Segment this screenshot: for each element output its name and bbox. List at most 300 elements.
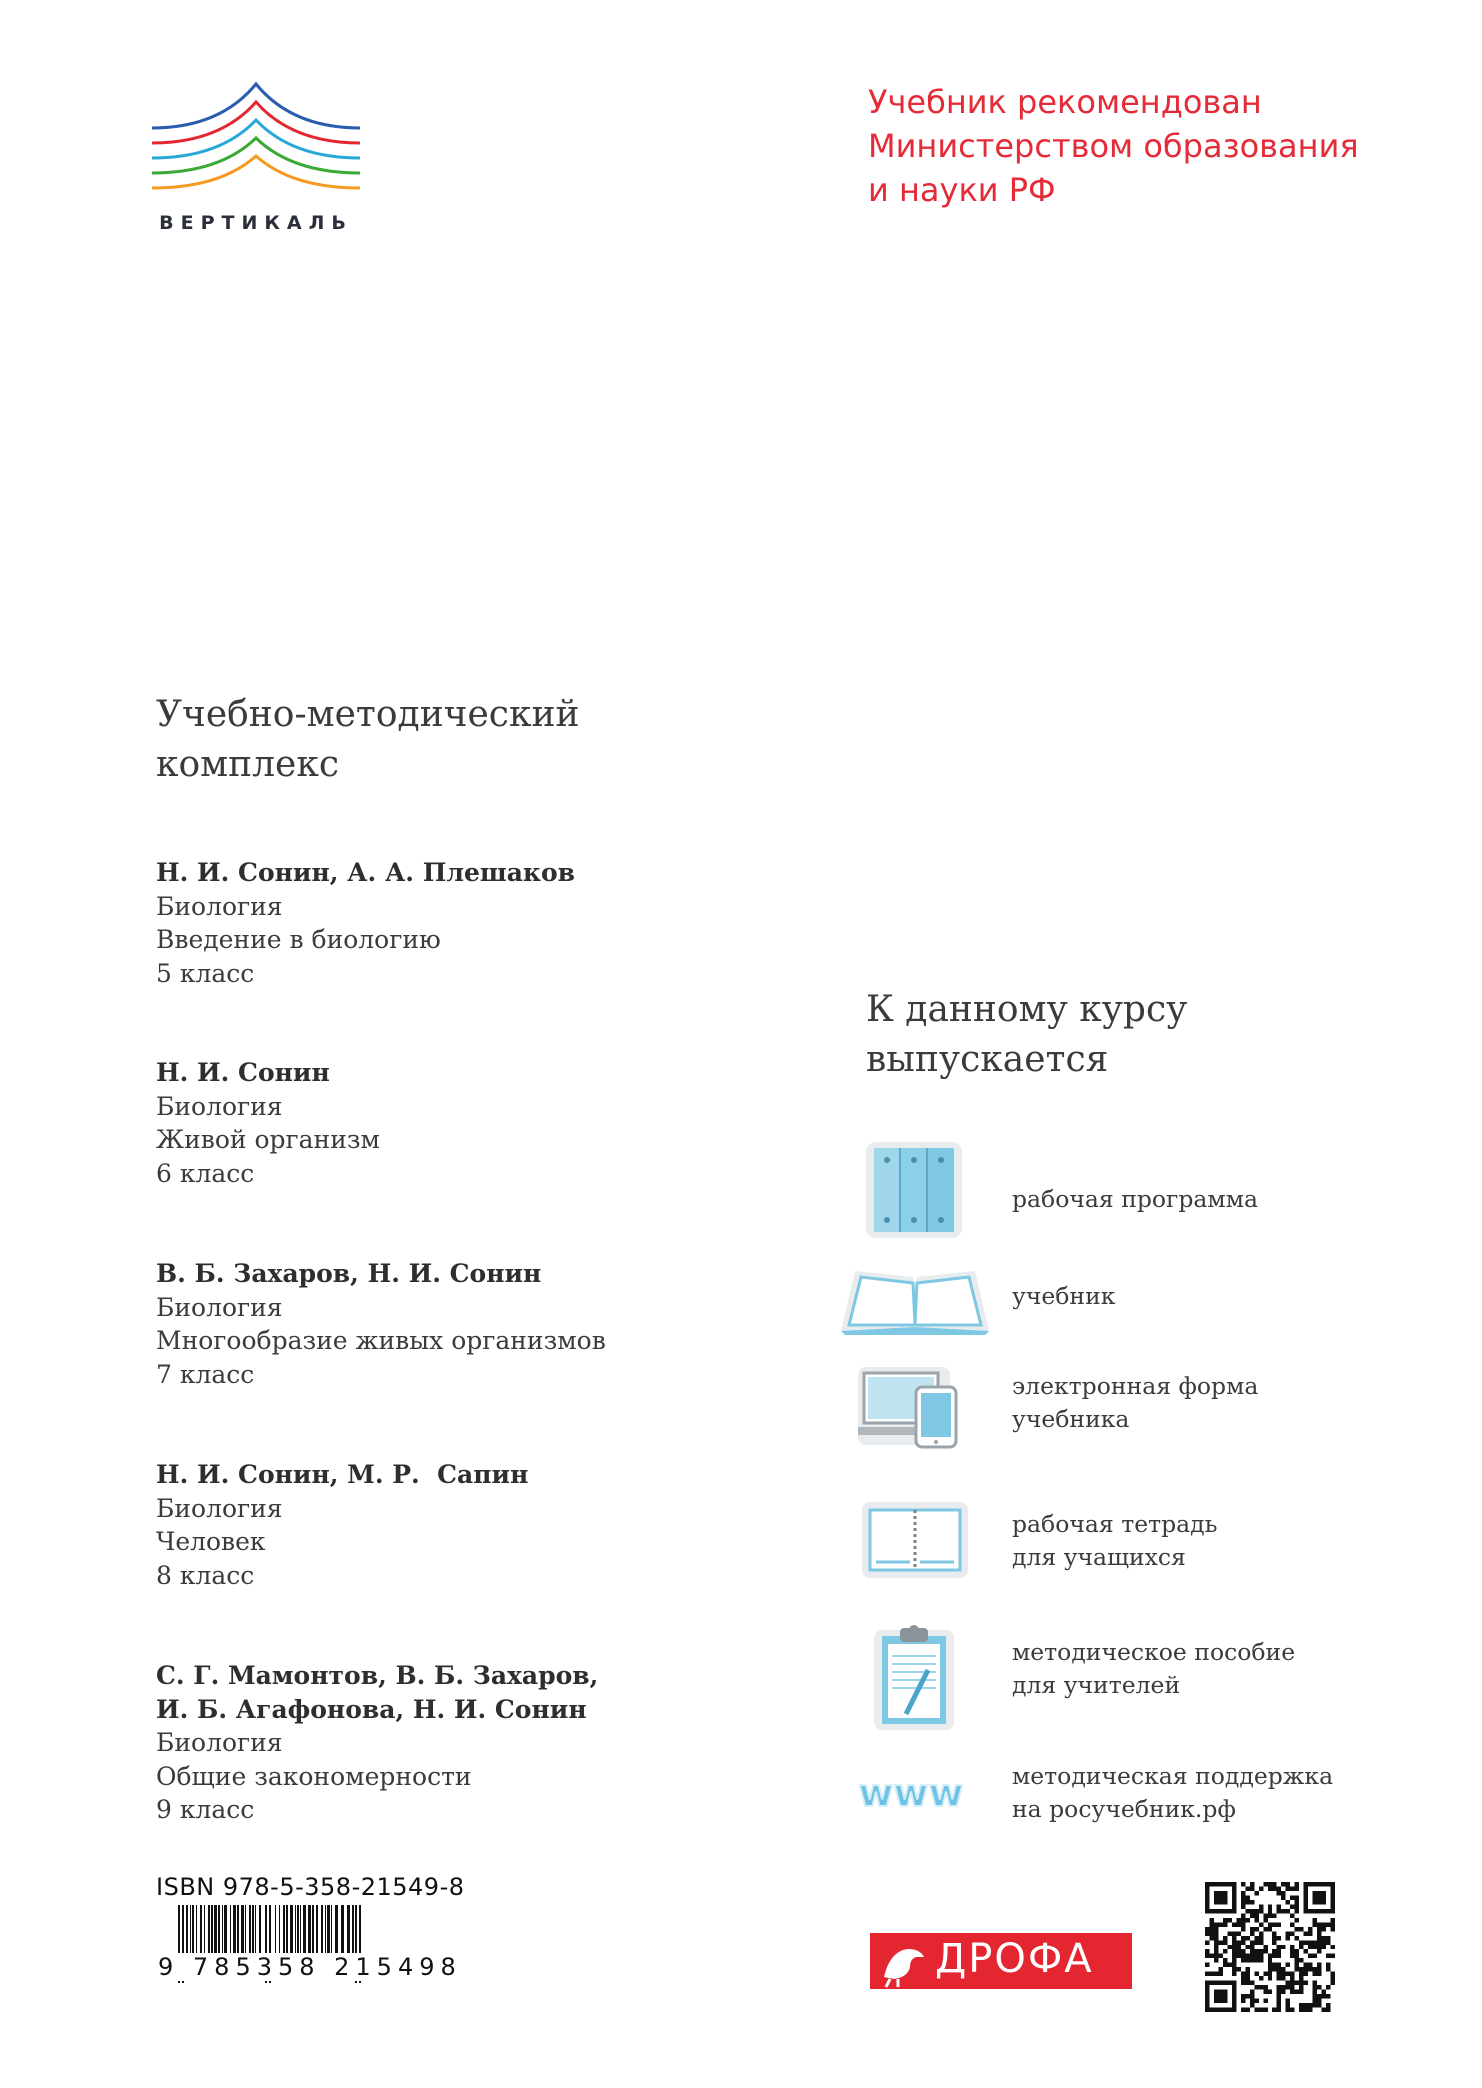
qr-module	[1259, 2008, 1263, 2012]
qr-module	[1304, 1949, 1308, 1953]
qr-module	[1227, 1931, 1231, 1935]
qr-module	[1241, 1895, 1245, 1899]
qr-module	[1326, 1922, 1330, 1926]
qr-module	[1250, 1886, 1254, 1890]
qr-module	[1286, 1981, 1290, 1985]
qr-module	[1241, 1958, 1245, 1962]
qr-module	[1241, 1918, 1245, 1922]
qr-module	[1214, 1954, 1218, 1958]
qr-module	[1272, 1963, 1276, 1967]
qr-module	[1286, 1909, 1290, 1913]
qr-module	[1254, 1954, 1258, 1958]
recommendation-text	[868, 80, 1428, 212]
qr-module	[1254, 1949, 1258, 1953]
qr-module	[1259, 1949, 1263, 1953]
qr-module	[1286, 1999, 1290, 2003]
qr-module	[1281, 1891, 1285, 1895]
qr-module	[1236, 1931, 1240, 1935]
qr-module	[1331, 1954, 1335, 1958]
qr-module	[1290, 1981, 1294, 1985]
qr-module	[1241, 1927, 1245, 1931]
qr-module	[1317, 1994, 1321, 1998]
qr-module	[1277, 1909, 1281, 1913]
qr-module	[1295, 1967, 1299, 1971]
qr-module	[1263, 1918, 1267, 1922]
qr-module	[1326, 2008, 1330, 2012]
qr-module	[1313, 2003, 1317, 2007]
qr-module	[1322, 1936, 1326, 1940]
qr-module	[1232, 1958, 1236, 1962]
qr-module	[1236, 1922, 1240, 1926]
book-entry	[156, 1458, 528, 1592]
qr-module	[1214, 1922, 1218, 1926]
qr-module	[1286, 1931, 1290, 1935]
logo-wordmark: ВЕРТИКАЛЬ	[159, 212, 353, 234]
qr-module	[1214, 1949, 1218, 1953]
qr-module	[1250, 1949, 1254, 1953]
qr-module	[1281, 1895, 1285, 1899]
qr-module	[1241, 1904, 1245, 1908]
book-title: Введение в биологию	[156, 925, 441, 954]
qr-module	[1259, 1909, 1263, 1913]
recommendation-line: и науки РФ	[868, 171, 1056, 209]
qr-module	[1322, 1990, 1326, 1994]
qr-module	[1227, 1963, 1231, 1967]
qr-module	[1290, 1985, 1294, 1989]
qr-module	[1272, 1967, 1276, 1971]
qr-module	[1259, 1958, 1263, 1962]
qr-module	[1308, 1931, 1312, 1935]
book-subject: Биология	[156, 1493, 283, 1523]
qr-module	[1232, 1972, 1236, 1976]
qr-module	[1272, 1922, 1276, 1926]
bird-icon	[870, 1933, 930, 1989]
qr-module	[1313, 1940, 1317, 1944]
qr-module	[1214, 1990, 1227, 2003]
qr-module	[1263, 1990, 1267, 1994]
qr-module	[1317, 1931, 1321, 1935]
qr-module	[1245, 1918, 1249, 1922]
qr-module	[1241, 1900, 1245, 1904]
qr-module	[1250, 1981, 1254, 1985]
isbn-text: ISBN 978-5-358-21549-8	[156, 1873, 465, 1901]
qr-module	[1218, 1922, 1222, 1926]
qr-module	[1277, 2003, 1281, 2007]
qr-module	[1290, 1976, 1294, 1980]
qr-module	[1254, 1927, 1258, 1931]
qr-module	[1326, 1940, 1330, 1944]
qr-module	[1250, 1945, 1254, 1949]
qr-module	[1317, 1936, 1321, 1940]
qr-module	[1277, 1922, 1281, 1926]
qr-module	[1290, 2008, 1294, 2012]
complex-heading	[156, 690, 579, 790]
qr-module	[1205, 1972, 1209, 1976]
qr-module	[1245, 1994, 1249, 1998]
qr-module	[1290, 1931, 1294, 1935]
qr-module	[1205, 1940, 1209, 1944]
qr-module	[1245, 1972, 1249, 1976]
qr-module	[1308, 2008, 1312, 2012]
qr-module	[1317, 1945, 1321, 1949]
qr-module	[1214, 1940, 1218, 1944]
qr-module	[1245, 1981, 1249, 1985]
qr-module	[1263, 1985, 1267, 1989]
qr-module	[1241, 1954, 1245, 1958]
qr-module	[1268, 1963, 1272, 1967]
qr-module	[1245, 1945, 1249, 1949]
qr-module	[1268, 1972, 1272, 1976]
qr-module	[1313, 1994, 1317, 1998]
qr-module	[1263, 1999, 1267, 2003]
qr-module	[1254, 1940, 1258, 1944]
qr-module	[1268, 1976, 1272, 1980]
qr-module	[1277, 1990, 1281, 1994]
qr-module	[1259, 1936, 1263, 1940]
qr-module	[1209, 1954, 1213, 1958]
qr-module	[1304, 1940, 1308, 1944]
qr-module	[1209, 1922, 1213, 1926]
qr-module	[1299, 1958, 1303, 1962]
qr-module	[1304, 1981, 1308, 1985]
qr-module	[1313, 1972, 1317, 1976]
qr-module	[1317, 1940, 1321, 1944]
qr-module	[1272, 1913, 1276, 1917]
qr-module	[1286, 1936, 1290, 1940]
qr-module	[1317, 1972, 1321, 1976]
qr-module	[1322, 1940, 1326, 1944]
qr-module	[1268, 1954, 1272, 1958]
qr-module	[1304, 2008, 1308, 2012]
qr-module	[1209, 1936, 1213, 1940]
qr-module	[1308, 1954, 1312, 1958]
qr-module	[1241, 1994, 1245, 1998]
resource-label-line: рабочая программа	[1012, 1185, 1258, 1213]
qr-module	[1290, 1922, 1294, 1926]
qr-module	[1277, 1972, 1281, 1976]
qr-module	[1268, 1904, 1272, 1908]
qr-module	[1295, 1990, 1299, 1994]
resource-label	[1012, 1760, 1333, 1826]
qr-module	[1268, 1886, 1272, 1890]
qr-module	[1304, 1972, 1308, 1976]
qr-module	[1245, 2008, 1249, 2012]
resource-label-line: на росучебник.рф	[1012, 1795, 1236, 1823]
qr-module	[1272, 1886, 1276, 1890]
qr-module	[1214, 1931, 1218, 1935]
course-heading	[866, 985, 1187, 1085]
binder-icon	[864, 1140, 964, 1240]
resource-label	[1012, 1636, 1295, 1702]
qr-module	[1326, 1967, 1330, 1971]
qr-module	[1250, 1999, 1254, 2003]
qr-module	[1263, 1882, 1267, 1886]
qr-module	[1295, 1927, 1299, 1931]
book-grade: 8 класс	[156, 1560, 255, 1590]
qr-module	[1295, 1936, 1299, 1940]
qr-module	[1277, 2008, 1281, 2012]
qr-module	[1241, 1981, 1245, 1985]
qr-module	[1268, 1990, 1272, 1994]
resource-label	[1012, 1280, 1115, 1313]
qr-module	[1317, 1963, 1321, 1967]
qr-module	[1286, 1882, 1290, 1886]
qr-module	[1245, 1895, 1249, 1899]
qr-module	[1299, 2008, 1303, 2012]
qr-module	[1263, 2008, 1267, 2012]
qr-module	[1299, 2003, 1303, 2007]
qr-module	[1254, 1985, 1258, 1989]
resource-label-line: учебника	[1012, 1405, 1130, 1433]
qr-module	[1223, 1949, 1227, 1953]
qr-module	[1290, 1949, 1294, 1953]
qr-module	[1205, 1927, 1209, 1931]
qr-module	[1214, 1936, 1218, 1940]
book-authors: И. Б. Агафонова, Н. И. Сонин	[156, 1694, 587, 1724]
qr-module	[1232, 1963, 1236, 1967]
course-heading-line: К данному курсу	[866, 989, 1188, 1030]
qr-module	[1277, 1976, 1281, 1980]
recommendation-line: Министерством образования	[868, 127, 1359, 165]
qr-module	[1263, 1945, 1267, 1949]
qr-module	[1317, 1922, 1321, 1926]
qr-module	[1281, 1976, 1285, 1980]
qr-module	[1295, 1963, 1299, 1967]
qr-module	[1268, 1909, 1272, 1913]
qr-module	[1245, 1886, 1249, 1890]
qr-module	[1308, 2003, 1312, 2007]
qr-module	[1277, 1963, 1281, 1967]
qr-module	[1250, 1909, 1254, 1913]
qr-module	[1290, 1972, 1294, 1976]
qr-module	[1322, 2008, 1326, 2012]
book-authors: В. Б. Захаров, Н. И. Сонин	[156, 1259, 542, 1288]
qr-module	[1245, 1954, 1249, 1958]
book-title: Человек	[156, 1527, 266, 1556]
qr-module	[1326, 1994, 1330, 1998]
qr-module	[1286, 1972, 1290, 1976]
qr-module	[1290, 1895, 1294, 1899]
qr-module	[1308, 1963, 1312, 1967]
qr-module	[1259, 1886, 1263, 1890]
qr-module	[1299, 1990, 1303, 1994]
qr-module	[1317, 1967, 1321, 1971]
qr-module	[1205, 1931, 1209, 1935]
qr-module	[1232, 1922, 1236, 1926]
qr-module	[1286, 1900, 1290, 1904]
book-grade: 7 класс	[156, 1359, 255, 1389]
qr-module	[1277, 1949, 1281, 1953]
qr-module	[1250, 1954, 1254, 1958]
qr-module	[1272, 1940, 1276, 1944]
qr-module	[1236, 1945, 1240, 1949]
qr-module	[1290, 1945, 1294, 1949]
qr-module	[1281, 1985, 1285, 1989]
qr-module	[1326, 1954, 1330, 1958]
resource-label-line: электронная форма	[1012, 1372, 1259, 1400]
book-title: Живой организм	[156, 1125, 380, 1154]
qr-module	[1209, 1931, 1213, 1935]
qr-module	[1214, 1972, 1218, 1976]
book-entry	[156, 1056, 380, 1190]
qr-module	[1254, 1891, 1258, 1895]
qr-module	[1308, 1945, 1312, 1949]
qr-module	[1299, 1945, 1303, 1949]
qr-module	[1313, 1990, 1317, 1994]
qr-module	[1331, 1918, 1335, 1922]
qr-module	[1259, 1976, 1263, 1980]
qr-module	[1218, 1940, 1222, 1944]
barcode-number: 9 785358 215498	[158, 1953, 462, 1981]
qr-module	[1250, 1990, 1254, 1994]
qr-module	[1263, 1949, 1267, 1953]
qr-module	[1331, 1927, 1335, 1931]
qr-module	[1277, 1904, 1281, 1908]
qr-module	[1313, 1999, 1317, 2003]
qr-module	[1290, 1990, 1294, 1994]
resource-label	[1012, 1508, 1217, 1574]
clipboard-icon	[872, 1622, 956, 1732]
qr-module	[1304, 1967, 1308, 1971]
resource-label-line: учебник	[1012, 1282, 1116, 1310]
qr-module	[1290, 1913, 1294, 1917]
qr-module	[1313, 1945, 1317, 1949]
qr-module	[1281, 1967, 1285, 1971]
qr-module	[1272, 1931, 1276, 1935]
qr-module	[1277, 1945, 1281, 1949]
qr-module	[1223, 1922, 1227, 1926]
qr-module	[1308, 1940, 1312, 1944]
qr-module	[1250, 2003, 1254, 2007]
qr-module	[1268, 1967, 1272, 1971]
qr-module	[1241, 1922, 1245, 1926]
qr-module	[1299, 1972, 1303, 1976]
qr-module	[1209, 1927, 1213, 1931]
qr-module	[1277, 1891, 1281, 1895]
qr-module	[1295, 1958, 1299, 1962]
qr-module	[1313, 1981, 1317, 1985]
qr-module	[1281, 1909, 1285, 1913]
qr-module	[1295, 1895, 1299, 1899]
qr-module	[1299, 1976, 1303, 1980]
qr-module	[1205, 1954, 1209, 1958]
qr-module	[1290, 1886, 1294, 1890]
qr-module	[1259, 1985, 1263, 1989]
qr-module	[1299, 1981, 1303, 1985]
qr-module	[1227, 1945, 1231, 1949]
book-title: Общие закономерности	[156, 1761, 472, 1791]
qr-module	[1254, 1913, 1258, 1917]
qr-module	[1209, 1918, 1213, 1922]
qr-module	[1317, 1999, 1321, 2003]
book-subject: Биология	[156, 1292, 283, 1322]
qr-module	[1286, 2003, 1290, 2007]
qr-module	[1304, 2003, 1308, 2007]
qr-module	[1205, 1963, 1209, 1967]
qr-module	[1286, 1886, 1290, 1890]
qr-module	[1313, 1985, 1317, 1989]
qr-module	[1232, 1945, 1236, 1949]
qr-module	[1281, 1882, 1285, 1886]
qr-module	[1299, 1940, 1303, 1944]
qr-module	[1272, 1949, 1276, 1953]
qr-module	[1250, 1913, 1254, 1917]
qr-module	[1218, 1954, 1222, 1958]
qr-module	[1236, 1967, 1240, 1971]
qr-module	[1241, 1940, 1245, 1944]
qr-module	[1286, 2008, 1290, 2012]
qr-module	[1259, 1931, 1263, 1935]
qr-module	[1263, 1913, 1267, 1917]
qr-module	[1205, 1949, 1209, 1953]
book-authors: С. Г. Мамонтов, В. Б. Захаров,	[156, 1661, 599, 1690]
book-grade: 5 класс	[156, 958, 255, 988]
qr-module	[1272, 1954, 1276, 1958]
qr-module	[1331, 1976, 1335, 1980]
qr-module	[1245, 1967, 1249, 1971]
resource-label-line: для учителей	[1012, 1671, 1181, 1699]
resource-label-line: методическая поддержка	[1012, 1762, 1334, 1790]
qr-module	[1317, 1949, 1321, 1953]
book-authors: Н. И. Сонин, М. Р. Сапин	[156, 1460, 529, 1489]
qr-module	[1331, 1945, 1335, 1949]
qr-module	[1295, 1954, 1299, 1958]
qr-module	[1272, 1936, 1276, 1940]
open-book-icon	[835, 1265, 995, 1337]
qr-module	[1277, 1967, 1281, 1971]
qr-module	[1245, 1909, 1249, 1913]
qr-module	[1254, 2008, 1258, 2012]
course-heading-line: выпускается	[866, 1039, 1109, 1080]
qr-module	[1268, 1922, 1272, 1926]
qr-module	[1295, 1918, 1299, 1922]
qr-module	[1277, 1886, 1281, 1890]
complex-heading-line: комплекс	[156, 744, 340, 785]
qr-module	[1241, 1882, 1245, 1886]
qr-module	[1299, 1927, 1303, 1931]
qr-module	[1268, 1882, 1272, 1886]
qr-module	[1214, 1891, 1227, 1904]
qr-module	[1241, 1936, 1245, 1940]
qr-module	[1236, 1918, 1240, 1922]
qr-module	[1308, 1927, 1312, 1931]
qr-module	[1245, 1976, 1249, 1980]
qr-module	[1295, 1882, 1299, 1886]
qr-module	[1299, 1985, 1303, 1989]
qr-module	[1326, 2003, 1330, 2007]
resource-label-line: для учащихся	[1012, 1543, 1186, 1571]
qr-module	[1254, 1909, 1258, 1913]
qr-module	[1286, 1985, 1290, 1989]
qr-module	[1250, 1931, 1254, 1935]
qr-module	[1214, 1958, 1218, 1962]
qr-module	[1322, 1927, 1326, 1931]
qr-module	[1250, 1882, 1254, 1886]
qr-module	[1218, 1972, 1222, 1976]
qr-module	[1295, 1886, 1299, 1890]
book-grade: 6 класс	[156, 1158, 255, 1188]
qr-module	[1250, 1940, 1254, 1944]
devices-icon	[856, 1365, 962, 1451]
resource-label	[1012, 1183, 1258, 1216]
qr-module	[1313, 1967, 1317, 1971]
qr-module	[1254, 1936, 1258, 1940]
qr-module	[1295, 1900, 1299, 1904]
qr-module	[1241, 1891, 1245, 1895]
qr-module	[1308, 1967, 1312, 1971]
book-subject: Биология	[156, 891, 283, 921]
book-entry	[156, 1257, 606, 1391]
